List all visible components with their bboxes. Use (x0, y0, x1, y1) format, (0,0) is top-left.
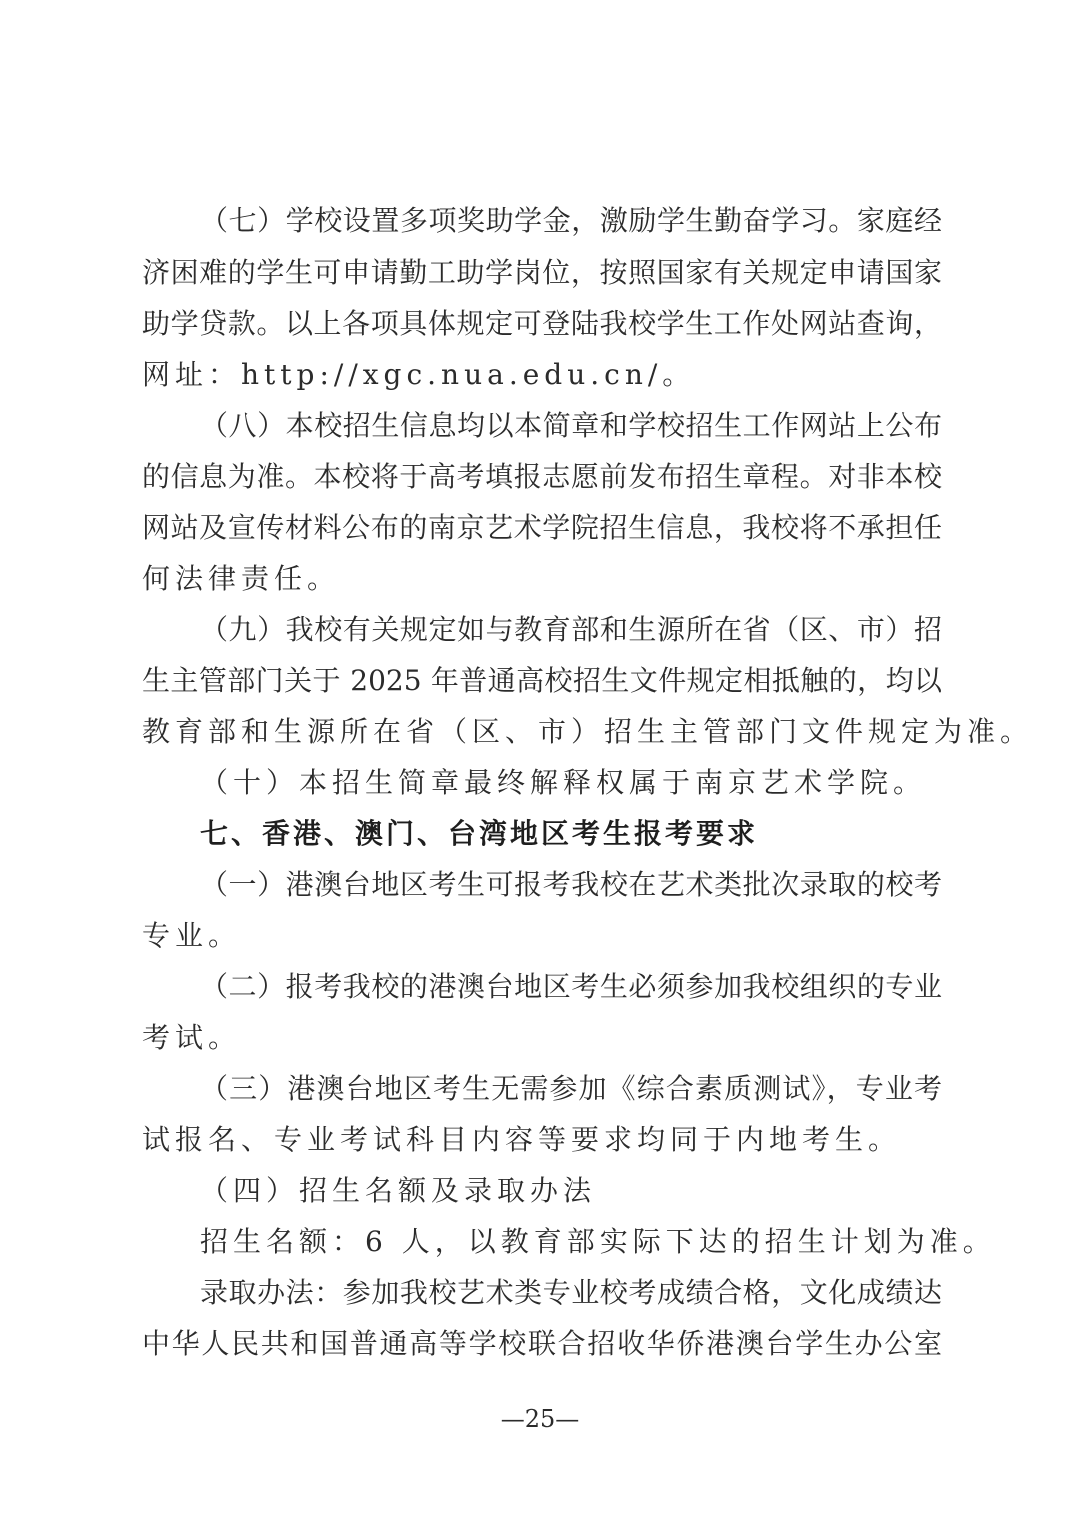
paragraph-9-line-1: （九）我校有关规定如与教育部和生源所在省（区、市）招 (200, 613, 942, 646)
item-3-line-2: 试报名、专业考试科目内容等要求均同于内地考生。 (142, 1123, 902, 1156)
item-3-line-1: （三）港澳台地区考生无需参加《综合素质测试》，专业考 (200, 1072, 942, 1105)
paragraph-8-line-4: 何法律责任。 (142, 562, 341, 595)
item-1-line-2: 专业。 (142, 919, 242, 952)
paragraph-7-line-3: 助学贷款。以上各项具体规定可登陆我校学生工作处网站查询， (142, 307, 942, 340)
section-heading-7: 七、香港、澳门、台湾地区考生报考要求 (200, 817, 759, 850)
item-1-line-1: （一）港澳台地区考生可报考我校在艺术类批次录取的校考 (200, 868, 942, 901)
paragraph-7-line-2: 济困难的学生可申请勤工助学岗位，按照国家有关规定申请国家 (142, 256, 942, 289)
paragraph-9-line-2: 生主管部门关于 2025 年普通高校招生文件规定相抵触的，均以 (142, 664, 942, 697)
paragraph-8-line-1: （八）本校招生信息均以本简章和学校招生工作网站上公布 (200, 409, 942, 442)
paragraph-10-line-1: （十）本招生简章最终解释权属于南京艺术学院。 (200, 766, 927, 799)
quota-line: 招生名额：6 人，以教育部实际下达的招生计划为准。 (200, 1225, 996, 1258)
paragraph-7-line-1: （七）学校设置多项奖助学金，激励学生勤奋学习。家庭经 (200, 204, 942, 237)
item-4-title: （四）招生名额及录取办法 (200, 1174, 597, 1207)
paragraph-7-line-4: 网址：http://xgc.nua.edu.cn/。 (142, 358, 696, 391)
paragraph-9-line-3: 教育部和生源所在省（区、市）招生主管部门文件规定为准。 (142, 715, 1034, 748)
paragraph-8-line-3: 网站及宣传材料公布的南京艺术学院招生信息，我校将不承担任 (142, 511, 942, 544)
item-2-line-2: 考试。 (142, 1021, 242, 1054)
paragraph-8-line-2: 的信息为准。本校将于高考填报志愿前发布招生章程。对非本校 (142, 460, 942, 493)
admission-line-1: 录取办法：参加我校艺术类专业校考成绩合格，文化成绩达 (200, 1276, 942, 1309)
admission-line-2: 中华人民共和国普通高等学校联合招收华侨港澳台学生办公室 (142, 1327, 942, 1360)
page-number: —25— (500, 1405, 580, 1433)
item-2-line-1: （二）报考我校的港澳台地区考生必须参加我校组织的专业 (200, 970, 942, 1003)
